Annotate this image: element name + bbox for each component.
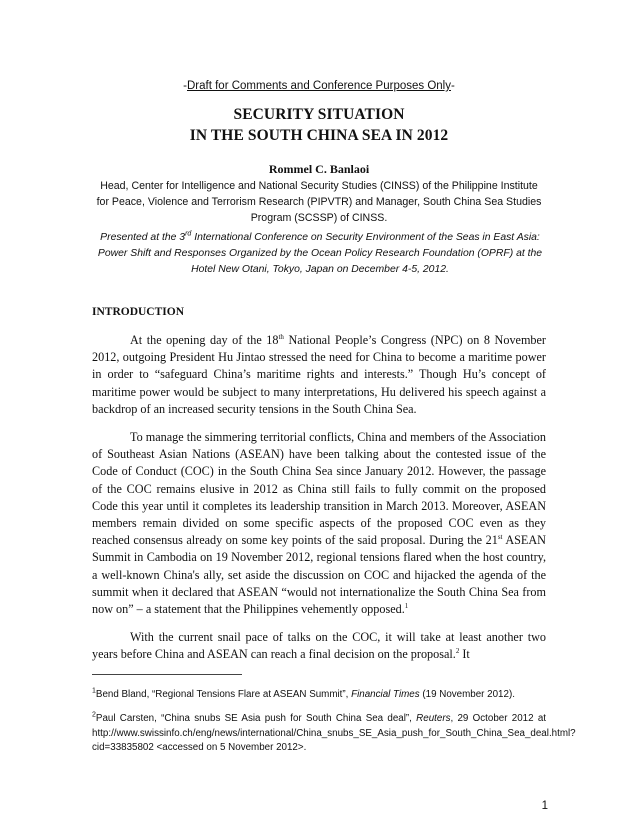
paragraph-2 [92, 429, 546, 618]
body-text [92, 332, 546, 675]
p1-text-a: At the opening day of the 18 [130, 333, 279, 347]
footnote-1-source: Financial Times [351, 689, 420, 700]
footnote-2-text-a: Paul Carsten, “China snubs SE Asia push for South China Sea deal”, [95, 713, 417, 724]
footnote-2-number: 2 [92, 711, 96, 719]
footnote-2-text-b: , 29 October 2012 at http://www.swissinfo.ch/eng/news/international/China_snubs_SE_Asia_push_for_South_China_Sea_deal.html?cid=33835802 <accessed on 5 November 2012>. [92, 713, 576, 753]
title-line-1: SECURITY SITUATION [233, 106, 405, 123]
page-number: 1 [541, 800, 548, 812]
p1-text-b: National People’s Congress (NPC) on 8 November 2012, outgoing President Hu Jintao stressed the need for China to become a maritime power in order to “safeguard China’s maritime rights and interests.” Though Hu’s concept of maritime power would be subject to many interpretations, Hu delivered his speech against a backdrop of an increased security tensions in the South China Sea. [92, 333, 546, 416]
footnote-ref-1[interactable]: 1 [404, 601, 409, 610]
footnote-1-text-a: Bend Bland, “Regional Tensions Flare at ASEAN Summit”, [95, 689, 352, 700]
draft-dash-right: - [450, 80, 455, 92]
paragraph-1 [92, 332, 546, 418]
presented-at-note [92, 230, 548, 278]
p2-text-a: To manage the simmering territorial conflicts, China and members of the Association of Southeast Asian Nations (ASEAN) have been talking about the contested issue of the Code of Conduct (COC) in the South China Sea since January 2012. However, the passage of the COC remains elusive in 2012 as China still fails to fully commit on the proposed Code this year until it completes its leadership transition in March 2013. Moreover, ASEAN members remain divided on some specific aspects of the proposed COC even as they reached consensus already on some key points of the said proposal. During the 21 [92, 430, 546, 548]
paragraph-3 [92, 629, 546, 663]
p2-text-b: ASEAN Summit in Cambodia on 19 November 2012, regional tensions flared when the host country, a well-known China's ally, set aside the discussion on COC and hijacked the agenda of the summit when it declared that ASEAN “would not internationalize the South China Sea from now on” – a statement that the Philippines vehemently opposed. [92, 533, 546, 617]
footnote-1-text-b: (19 November 2012). [419, 689, 515, 700]
p2-sup: st [497, 533, 503, 542]
presented-part-1: Presented at the 3 [100, 232, 186, 243]
presented-part-2: International Conference on Security Environment of the Seas in East Asia: Power Shift and Responses Organized by the Ocean Policy Research Foundation (OPRF) at the Hotel New Otani, Tokyo, Japan on December 4-5, 2012. [97, 232, 543, 275]
draft-notice [0, 80, 638, 92]
draft-notice-text: Draft for Comments and Conference Purposes Only [187, 80, 451, 92]
p3-text-a: With the current snail pace of talks on the COC, it will take at least another two years before China and ASEAN can reach a final decision on the proposal. [92, 630, 546, 662]
p3-text-b: It [459, 647, 470, 662]
footnote-1 [92, 688, 546, 703]
section-heading: INTRODUCTION [92, 306, 185, 318]
presented-sup: rd [185, 230, 192, 238]
footnote-2 [92, 711, 576, 756]
author-affiliation: Head, Center for Intelligence and National Security Studies (CINSS) of the Philippine Institute for Peace, Violence and Terrorism Research (PIPVTR) and Manager, South China Sea Studies Program (SCSSP) of CINSS. [96, 180, 542, 224]
footnote-1-number: 1 [92, 687, 96, 695]
author-name: Rommel C. Banlaoi [268, 162, 370, 176]
draft-dash-left: - [183, 80, 187, 92]
p1-sup: th [278, 332, 284, 341]
footnote-divider [92, 674, 242, 675]
footnote-ref-2[interactable]: 2 [455, 647, 460, 656]
title-line-2: IN THE SOUTH CHINA SEA IN 2012 [189, 127, 449, 144]
footnote-2-source: Reuters [416, 713, 451, 724]
